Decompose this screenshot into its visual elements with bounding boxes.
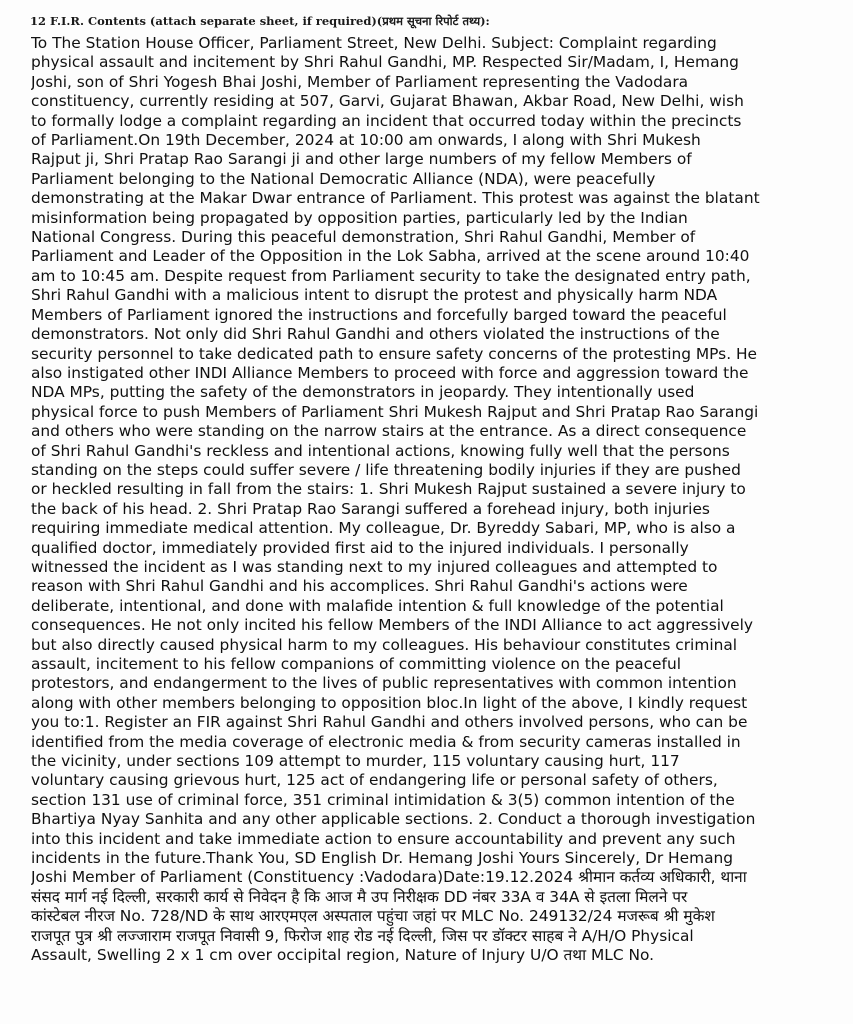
complaint-text-line: reason with Shri Rahul Gandhi and his accomplices. Shri Rahul Gandhi's actions were (31, 577, 688, 596)
complaint-text-line: Parliament and Leader of the Opposition in the Lok Sabha, arrived at the scene around 10:40 (31, 247, 750, 266)
complaint-text-line: you to:1. Register an FIR against Shri Rahul Gandhi and others involved persons, who can be (31, 713, 748, 732)
complaint-text-line: identified from the media coverage of electronic media & from security cameras installed in (31, 732, 741, 751)
complaint-text-line: section 131 use of criminal force, 351 criminal intimidation & 3(5) common intention of the (31, 790, 735, 809)
complaint-text-line: To The Station House Officer, Parliament Street, New Delhi. Subject: Complaint regarding (31, 34, 717, 52)
complaint-text-line: Bhartiya Nyay Sanhita and any other applicable sections. 2. Conduct a thorough investigation (31, 810, 756, 829)
complaint-text-line: voluntary causing grievous hurt, 125 act of endangering life or personal safety of others, (31, 771, 718, 790)
complaint-text-line: Rajput ji, Shri Pratap Rao Sarangi ji and other large numbers of my fellow Members of (31, 150, 692, 169)
complaint-text-line: demonstrating at the Makar Dwar entrance of Parliament. This protest was against the blatant (31, 189, 760, 208)
complaint-text-line: along with other members belonging to opposition bloc.In light of the above, I kindly request (31, 693, 748, 712)
complaint-text-line: the vicinity, under sections 109 attempt to murder, 115 voluntary causing hurt, 117 (31, 752, 680, 771)
complaint-text-line: Assault, Swelling 2 x 1 cm over occipital region, Nature of Injury U/O तथा MLC No. (31, 946, 655, 965)
complaint-text-line: protestors, and endangerment to the lives of public representatives with common intention (31, 674, 737, 693)
complaint-text-line: or heckled resulting in fall from the stairs: 1. Shri Mukesh Rajput sustained a severe injury to (31, 480, 746, 499)
complaint-text-line: Members of Parliament ignored the instructions and forcefully barged toward the peaceful (31, 305, 727, 324)
complaint-text-line: deliberate, intentional, and done with malafide intention & full knowledge of the potential (31, 596, 724, 615)
complaint-text-line: demonstrators. Not only did Shri Rahul Gandhi and others violated the instructions of the (31, 325, 720, 344)
complaint-text-line: am to 10:45 am. Despite request from Parliament security to take the designated entry path, (31, 266, 751, 285)
complaint-body-text (31, 34, 837, 966)
complaint-text-line: witnessed the incident as I was standing next to my injured colleagues and attempted to (31, 557, 718, 576)
complaint-text-line: constituency, currently residing at 507, Garvi, Gujarat Bhawan, Akbar Road, New Delhi, wish (31, 92, 744, 111)
complaint-text-line: Joshi Member of Parliament (Constituency :Vadodara)Date:19.12.2024 श्रीमान कर्तव्य अधिकारी, थाना (31, 868, 747, 887)
complaint-text-line: of Shri Rahul Gandhi's reckless and intentional actions, knowing fully well that the persons (31, 441, 730, 460)
complaint-text-line: National Congress. During this peaceful demonstration, Shri Rahul Gandhi, Member of (31, 228, 696, 247)
complaint-text-line: qualified doctor, immediately provided first aid to the injured individuals. I personally (31, 538, 689, 557)
complaint-text-line: assault, incitement to his fellow companions of committing violence on the peaceful (31, 655, 681, 673)
complaint-text-line: consequences. He not only incited his fellow Members of the INDI Alliance to act aggressively (31, 616, 753, 635)
complaint-text-line: राजपूत पुत्र श्री लज्जाराम राजपूत निवासी 9, फिरोज शाह रोड नई दिल्ली, जिस पर डॉक्टर साहब ने A/H/O Physical (31, 926, 694, 945)
complaint-text-line: कांस्टेबल नीरज No. 728/ND के साथ आरएमएल अस्पताल पहुंचा जहां पर MLC No. 249132/24 मजरूब श्री मुकेश (31, 907, 715, 926)
complaint-text-line: to formally lodge a complaint regarding an incident that occurred today within the precincts (31, 111, 742, 130)
complaint-text-line: requiring immediate medical attention. My colleague, Dr. Byreddy Sabari, MP, who is also a (31, 519, 736, 538)
complaint-text-line: into this incident and take immediate action to ensure accountability and prevent any such (31, 829, 736, 848)
complaint-text-line: physical force to push Members of Parliament Shri Mukesh Rajput and Shri Pratap Rao Sarangi (31, 402, 759, 421)
complaint-text-line: also instigated other INDI Alliance Members to proceed with force and aggression toward the (31, 363, 749, 382)
complaint-text-line: Parliament belonging to the National Democratic Alliance (NDA), were peacefully (31, 169, 656, 188)
complaint-text-line: incidents in the future.Thank You, SD English Dr. Hemang Joshi Yours Sincerely, Dr Hemang (31, 849, 734, 868)
complaint-text-line: physical assault and incitement by Shri Rahul Gandhi, MP. Respected Sir/Madam, I, Hemang (31, 53, 739, 72)
complaint-text-line: but also directly caused physical harm to my colleagues. His behaviour constitutes criminal (31, 635, 738, 654)
complaint-text-line: and others who were standing on the narrow stairs at the entrance. As a direct consequence (31, 422, 747, 441)
complaint-text-line: the back of his head. 2. Shri Pratap Rao Sarangi suffered a forehead injury, both injuries (31, 499, 710, 518)
complaint-text-line: of Parliament.On 19th December, 2024 at 10:00 am onwards, I along with Shri Mukesh (31, 131, 701, 150)
complaint-text-line: Joshi, son of Shri Yogesh Bhai Joshi, Member of Parliament representing the Vadodara (31, 72, 689, 91)
complaint-text-line: security personnel to take dedicated path to ensure safety concerns of the protesting MPs. He (31, 344, 758, 363)
fir-contents-heading: 12 F.I.R. Contents (attach separate sheet, if required)(प्रथम सूचना रिपोर्ट तथ्य): (30, 14, 490, 28)
complaint-text-line: संसद मार्ग नई दिल्ली, सरकारी कार्य से निवेदन है कि आज मै उप निरीक्षक DD नंबर 33A व 34A से इतला मिलने पर (31, 887, 688, 906)
complaint-text-line: NDA MPs, putting the safety of the demonstrators in jeopardy. They intentionally used (31, 383, 695, 402)
complaint-text-line: Shri Rahul Gandhi with a malicious intent to disrupt the protest and physically harm NDA (31, 286, 718, 305)
complaint-text-line: standing on the steps could suffer severe / life threatening bodily injuries if they are pushed (31, 460, 741, 479)
complaint-text-line: misinformation being propagated by opposition parties, particularly led by the Indian (31, 208, 688, 227)
